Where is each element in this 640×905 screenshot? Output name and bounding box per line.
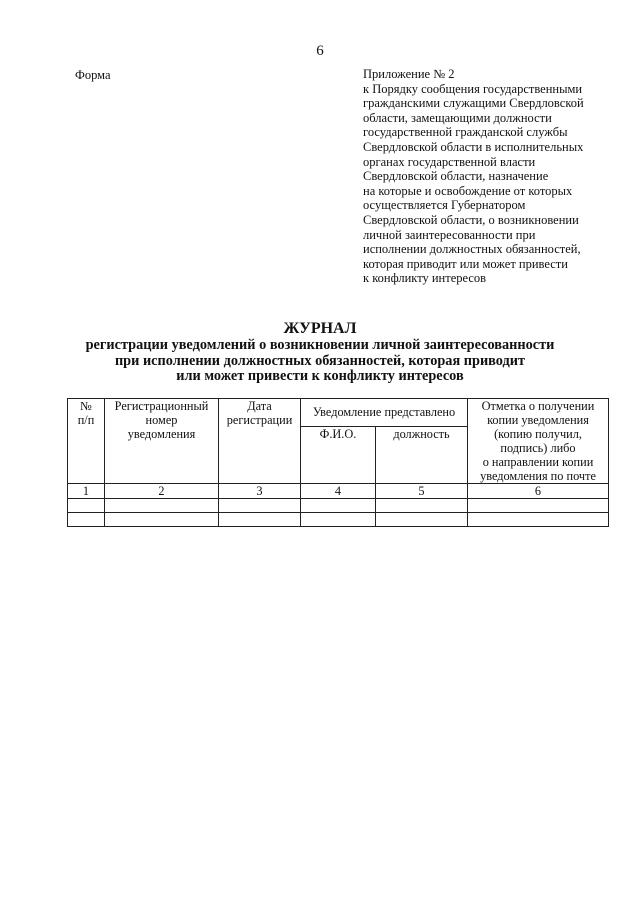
table-header-row — [68, 399, 609, 427]
subtitle-line: при исполнении должностных обязанностей, которая приводит — [114, 352, 526, 369]
column-number: 6 — [468, 484, 609, 499]
header-position: должность — [376, 426, 468, 483]
header-text: (копию получил, — [494, 427, 582, 441]
appendix-line: исполнении должностных обязанностей, — [363, 242, 581, 257]
appendix-line: к конфликту интересов — [363, 271, 487, 286]
empty-cell — [68, 513, 105, 527]
empty-cell — [68, 499, 105, 513]
journal-title: ЖУРНАЛ — [283, 320, 357, 337]
empty-cell — [105, 513, 219, 527]
header-text: Дата — [247, 399, 272, 413]
column-number-row — [68, 484, 609, 499]
form-label: Форма — [75, 68, 111, 82]
column-number: 1 — [68, 484, 105, 499]
empty-table-row — [68, 499, 609, 513]
empty-cell — [376, 513, 468, 527]
header-text: о направлении копии — [482, 455, 594, 469]
empty-cell — [376, 499, 468, 513]
header-copy-mark — [468, 399, 609, 484]
empty-cell — [301, 513, 376, 527]
appendix-line: гражданскими служащими Свердловской — [363, 96, 584, 111]
header-text: копии уведомления — [487, 413, 589, 427]
empty-cell — [219, 499, 301, 513]
appendix-note — [363, 67, 633, 286]
appendix-line: области, замещающими должности — [363, 110, 552, 125]
empty-cell — [105, 499, 219, 513]
header-text: п/п — [77, 413, 95, 427]
header-text: № — [80, 399, 92, 413]
header-text: Отметка о получении — [481, 399, 595, 413]
header-full-name: Ф.И.О. — [301, 426, 376, 483]
header-registration-number — [105, 399, 219, 484]
appendix-line: личной заинтересованности при — [363, 227, 536, 242]
empty-cell — [301, 499, 376, 513]
header-number — [68, 399, 105, 484]
empty-cell — [468, 513, 609, 527]
appendix-line: Свердловской области, назначение — [363, 169, 549, 184]
header-text: номер — [145, 413, 178, 427]
header-text: уведомления — [127, 427, 196, 441]
journal-subtitle — [0, 338, 640, 385]
empty-cell — [468, 499, 609, 513]
appendix-line: к Порядку сообщения государственными — [363, 81, 583, 96]
column-number: 2 — [105, 484, 219, 499]
header-text: Регистрационный — [114, 399, 209, 413]
journal-heading — [0, 320, 640, 385]
header-registration-date — [219, 399, 301, 484]
column-number: 3 — [219, 484, 301, 499]
appendix-line: которая приводит или может привести — [363, 256, 568, 271]
appendix-line: Приложение № 2 — [363, 67, 455, 81]
appendix-line: на которые и освобождение от которых — [363, 183, 573, 198]
appendix-line: органах государственной власти — [363, 154, 536, 169]
column-number: 4 — [301, 484, 376, 499]
appendix-line: Свердловской области, о возникновении — [363, 212, 579, 227]
subtitle-line: регистрации уведомлений о возникновении личной заинтересованности — [85, 337, 555, 353]
header-text: подпись) либо — [500, 441, 576, 455]
empty-cell — [219, 513, 301, 527]
appendix-line: Свердловской области в исполнительных — [363, 139, 584, 154]
page-number: 6 — [316, 43, 324, 59]
header-notification-group: Уведомление представлено — [301, 399, 468, 427]
journal-table — [67, 398, 609, 527]
header-text: регистрации — [226, 413, 293, 427]
header-text: уведомления по почте — [480, 469, 596, 483]
column-number: 5 — [376, 484, 468, 499]
appendix-line: осуществляется Губернатором — [363, 198, 526, 213]
appendix-line: государственной гражданской службы — [363, 125, 568, 140]
subtitle-line: или может привести к конфликту интересов — [176, 368, 464, 384]
empty-table-row — [68, 513, 609, 527]
